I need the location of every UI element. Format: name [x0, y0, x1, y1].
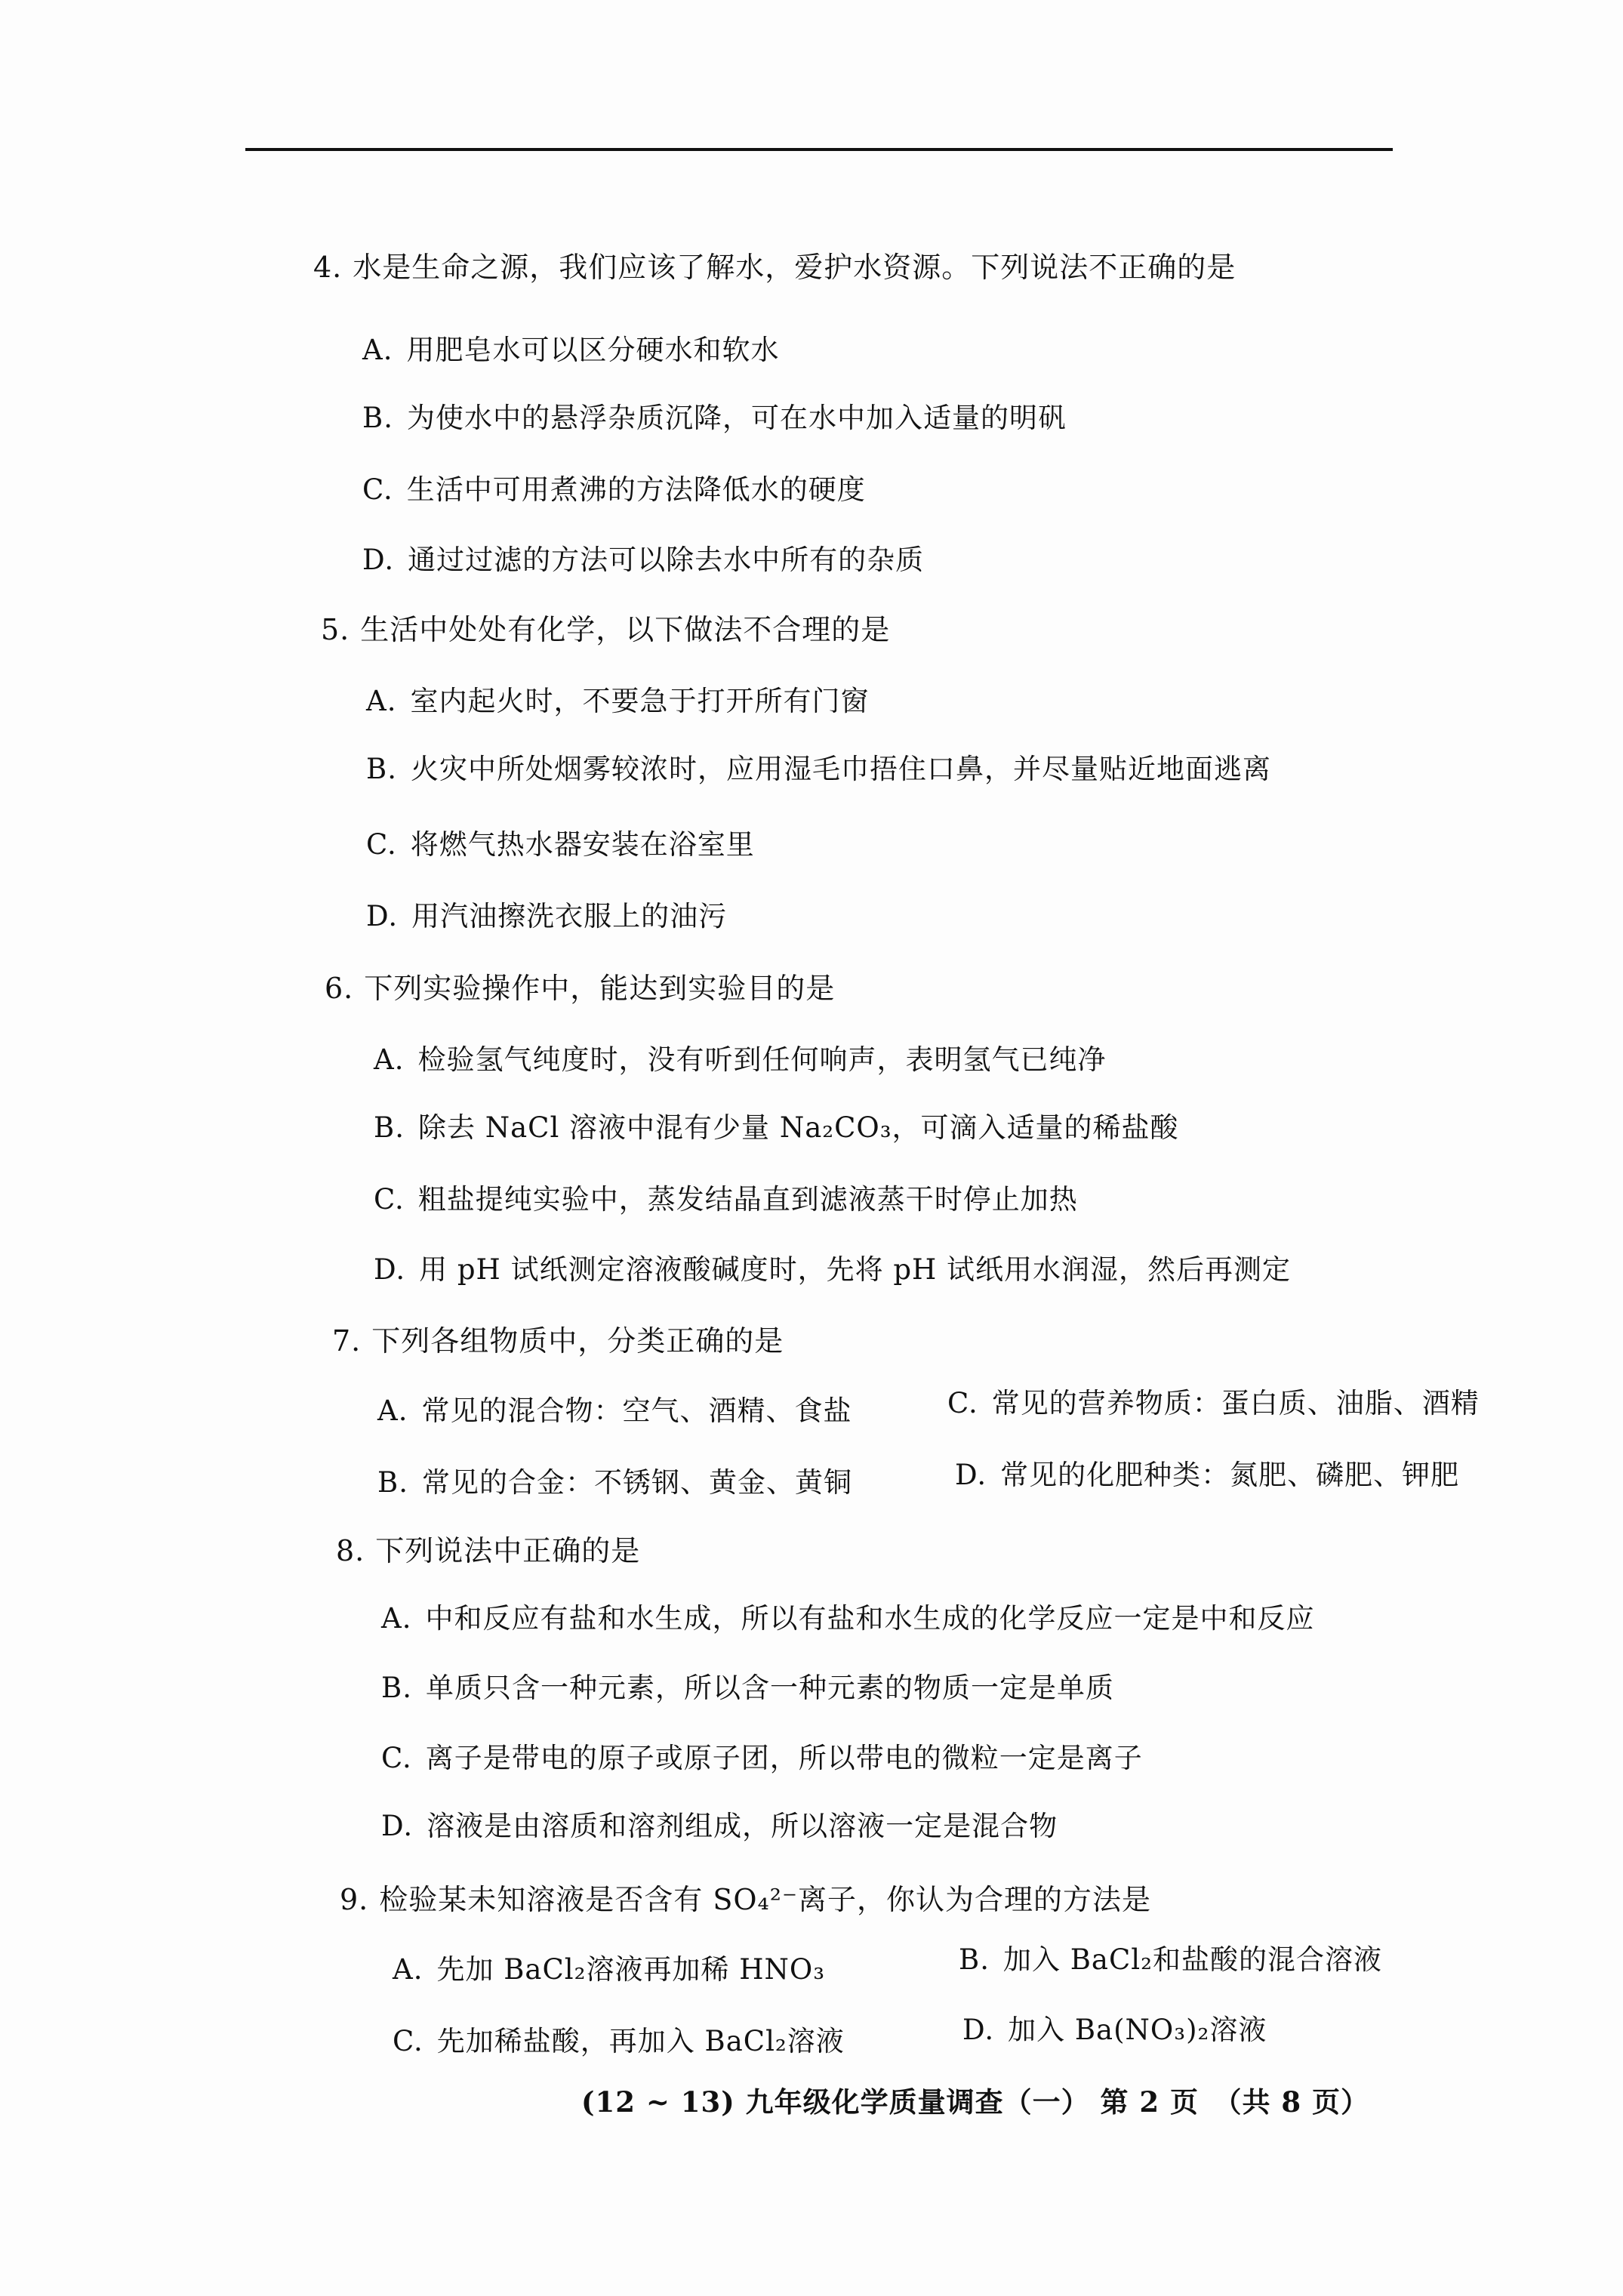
option-letter: C.	[362, 473, 393, 506]
question-stem: 下列实验操作中，能达到实验目的是	[364, 972, 836, 1005]
option-letter: B.	[366, 753, 397, 785]
option-text: 溶液是由溶质和溶剂组成，所以溶液一定是混合物	[427, 1810, 1058, 1842]
option-9c	[393, 2023, 845, 2060]
question-number: 7.	[332, 1324, 362, 1358]
option-letter: A.	[381, 1602, 412, 1635]
question-stem: 下列各组物质中，分类正确的是	[371, 1324, 784, 1358]
option-7b	[377, 1465, 852, 1501]
option-letter: D.	[955, 1459, 987, 1491]
option-text: 常见的化肥种类：氮肥、磷肥、钾肥	[1000, 1459, 1460, 1491]
option-text: 中和反应有盐和水生成，所以有盐和水生成的化学反应一定是中和反应	[425, 1602, 1315, 1635]
option-text: 用肥皂水可以区分硬水和软水	[406, 334, 780, 366]
option-5b	[366, 751, 1271, 787]
option-4a	[362, 332, 779, 368]
option-text: 室内起火时，不要急于打开所有门窗	[410, 685, 870, 717]
question-number: 4.	[313, 251, 343, 284]
option-9d	[962, 2012, 1267, 2048]
option-5c	[366, 827, 755, 863]
option-text: 生活中可用煮沸的方法降低水的硬度	[406, 473, 866, 506]
option-9a	[393, 1952, 825, 1988]
option-letter: D.	[962, 2014, 995, 2046]
option-5a	[366, 683, 869, 720]
option-7c	[947, 1385, 1480, 1422]
option-8a	[381, 1601, 1314, 1637]
option-text: 用 pH 试纸测定溶液酸碱度时，先将 pH 试纸用水润湿，然后再测定	[419, 1253, 1292, 1286]
option-6d	[374, 1252, 1291, 1288]
option-text: 为使水中的悬浮杂质沉降，可在水中加入适量的明矾	[406, 402, 1067, 434]
question-number: 6.	[325, 972, 354, 1005]
question-6	[325, 970, 835, 1006]
question-8	[336, 1533, 640, 1569]
question-number: 9.	[340, 1883, 369, 1916]
top-rule	[245, 148, 1393, 151]
option-8b	[381, 1670, 1114, 1706]
option-text: 常见的合金：不锈钢、黄金、黄铜	[421, 1466, 852, 1499]
question-stem: 水是生命之源，我们应该了解水，爱护水资源。下列说法不正确的是	[353, 251, 1236, 284]
option-text: 单质只含一种元素，所以含一种元素的物质一定是单质	[425, 1672, 1114, 1704]
option-letter: C.	[947, 1387, 978, 1419]
option-text: 常见的营养物质：蛋白质、油脂、酒精	[991, 1387, 1480, 1419]
question-4	[313, 249, 1236, 285]
option-letter: A.	[393, 1953, 423, 1986]
option-text: 用汽油擦洗衣服上的油污	[411, 900, 728, 932]
option-letter: A.	[374, 1043, 405, 1076]
option-text: 常见的混合物：空气、酒精、食盐	[421, 1395, 852, 1427]
option-8d	[381, 1808, 1058, 1845]
option-letter: C.	[374, 1183, 405, 1216]
question-stem: 生活中处处有化学，以下做法不合理的是	[360, 613, 891, 646]
option-letter: B.	[374, 1111, 405, 1144]
option-4c	[362, 472, 866, 508]
option-letter: B.	[381, 1672, 412, 1704]
option-letter: C.	[366, 828, 397, 861]
option-text: 检验氢气纯度时，没有听到任何响声，表明氢气已纯净	[417, 1043, 1107, 1076]
question-9	[340, 1881, 1151, 1918]
option-text: 先加稀盐酸，再加入 BaCl₂溶液	[436, 2025, 845, 2057]
question-number: 8.	[336, 1534, 365, 1567]
option-letter: C.	[393, 2025, 423, 2057]
option-5d	[366, 898, 727, 935]
option-text: 离子是带电的原子或原子团，所以带电的微粒一定是离子	[425, 1742, 1143, 1774]
option-text: 加入 Ba(NO₃)₂溶液	[1008, 2014, 1267, 2046]
option-letter: D.	[381, 1810, 414, 1842]
option-8c	[381, 1740, 1143, 1777]
option-letter: A.	[366, 685, 397, 717]
option-letter: B.	[362, 402, 393, 434]
question-number: 5.	[321, 613, 350, 646]
option-letter: D.	[362, 544, 395, 576]
option-text: 将燃气热水器安装在浴室里	[410, 828, 755, 861]
option-text: 通过过滤的方法可以除去水中所有的杂质	[408, 544, 925, 576]
option-6b	[374, 1110, 1179, 1146]
question-stem: 下列说法中正确的是	[375, 1534, 641, 1567]
question-5	[321, 612, 890, 648]
question-7	[332, 1323, 784, 1359]
page-footer: (12 ~ 13) 九年级化学质量调查（一） 第 2 页 （共 8 页）	[581, 2085, 1370, 2119]
option-7a	[377, 1393, 852, 1429]
option-letter: D.	[366, 900, 399, 932]
option-letter: A.	[362, 334, 393, 366]
option-4b	[362, 400, 1067, 436]
option-letter: D.	[374, 1253, 406, 1286]
option-text: 先加 BaCl₂溶液再加稀 HNO₃	[436, 1953, 826, 1986]
option-6a	[374, 1042, 1106, 1078]
option-letter: B.	[959, 1943, 990, 1976]
option-7d	[955, 1457, 1459, 1493]
option-4d	[362, 542, 924, 578]
option-text: 火灾中所处烟雾较浓时，应用湿毛巾捂住口鼻，并尽量贴近地面逃离	[410, 753, 1271, 785]
question-stem: 检验某未知溶液是否含有 SO₄²⁻离子，你认为合理的方法是	[379, 1883, 1152, 1916]
option-9b	[959, 1942, 1382, 1978]
option-text: 粗盐提纯实验中，蒸发结晶直到滤液蒸干时停止加热	[417, 1183, 1078, 1216]
option-6c	[374, 1182, 1078, 1218]
option-letter: A.	[377, 1395, 408, 1427]
option-letter: C.	[381, 1742, 412, 1774]
option-letter: B.	[377, 1466, 408, 1499]
option-text: 加入 BaCl₂和盐酸的混合溶液	[1002, 1943, 1382, 1976]
option-text: 除去 NaCl 溶液中混有少量 Na₂CO₃，可滴入适量的稀盐酸	[417, 1111, 1179, 1144]
